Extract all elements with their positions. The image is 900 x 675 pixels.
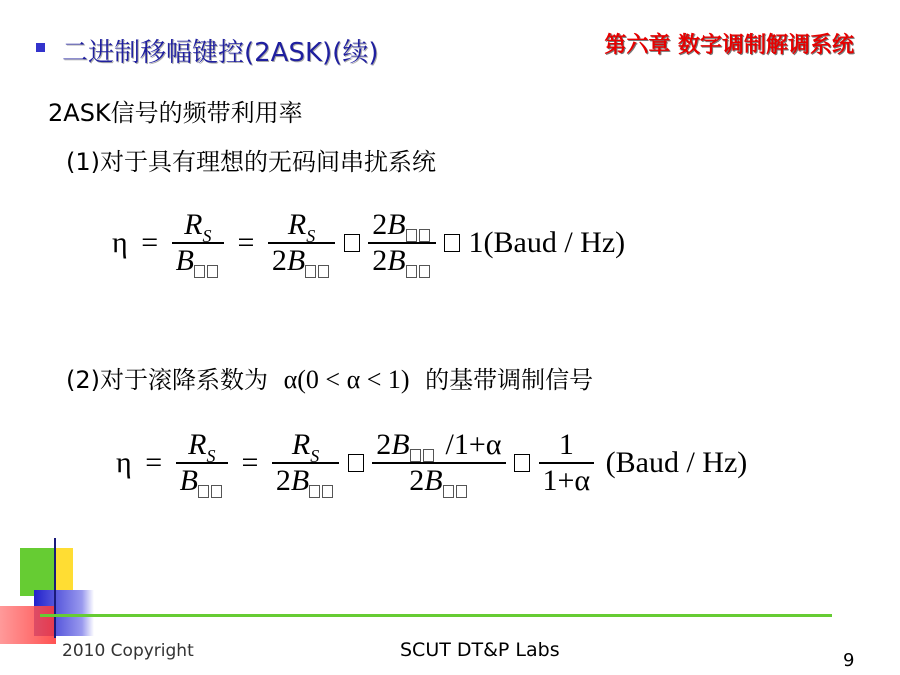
fraction-rs-over-b bbox=[176, 428, 228, 498]
item-2-prefix: (2)对于滚降系数为 bbox=[66, 366, 268, 394]
b-symbol: B bbox=[387, 208, 406, 241]
page-number: 9 bbox=[843, 650, 855, 671]
slash-one-plus-alpha: /1+α bbox=[445, 428, 502, 461]
formula-2 bbox=[116, 428, 747, 498]
equals-sign: = bbox=[237, 226, 255, 259]
two-digit: 2 bbox=[372, 208, 388, 241]
title-bullet bbox=[36, 43, 45, 52]
r-symbol: R bbox=[184, 208, 203, 241]
footer-divider bbox=[40, 614, 832, 617]
r-symbol: R bbox=[291, 428, 311, 461]
fraction-1-over-1plusalpha bbox=[539, 428, 595, 498]
lab-name: SCUT DT&P Labs bbox=[400, 639, 560, 661]
two-digit: 2 bbox=[275, 464, 291, 497]
two-digit: 2 bbox=[271, 244, 287, 277]
equals-sign: = bbox=[145, 446, 163, 479]
b-symbol: B bbox=[424, 464, 443, 497]
decor-green-block bbox=[20, 548, 54, 596]
equals-sign: = bbox=[141, 226, 159, 259]
formula-1 bbox=[112, 208, 625, 278]
equals-sign: = bbox=[241, 446, 259, 479]
chapter-label: 第六章 数字调制解调系统 bbox=[604, 33, 854, 58]
item-1-text: (1)对于具有理想的无码间串扰系统 bbox=[66, 148, 436, 176]
s-subscript: S bbox=[310, 446, 320, 466]
item-2-suffix: 的基带调制信号 bbox=[425, 366, 594, 394]
two-digit: 2 bbox=[409, 464, 425, 497]
s-subscript: S bbox=[206, 446, 216, 466]
unit-label-2: (Baud / Hz) bbox=[605, 446, 748, 479]
s-subscript: S bbox=[306, 226, 316, 246]
fraction-2b-over-1plusalpha bbox=[372, 428, 505, 498]
r-symbol: R bbox=[287, 208, 307, 241]
one-plus-alpha: 1+α bbox=[542, 464, 591, 497]
missing-glyph-box bbox=[514, 454, 530, 472]
decor-yellow-block bbox=[53, 548, 73, 596]
b-symbol: B bbox=[286, 244, 306, 277]
b-symbol: B bbox=[387, 244, 406, 277]
fraction-2b-over-2b bbox=[368, 208, 435, 278]
s-subscript: S bbox=[202, 226, 212, 246]
copyright-text: 2010 Copyright bbox=[62, 641, 194, 661]
fraction-rs-over-2b bbox=[268, 208, 335, 278]
unit-label-1: 1(Baud / Hz) bbox=[468, 226, 626, 259]
decor-red-block bbox=[0, 606, 56, 644]
alpha-condition: α(0 < α < 1) bbox=[283, 365, 410, 394]
item-2-row bbox=[66, 360, 593, 395]
b-symbol: B bbox=[175, 244, 194, 277]
b-symbol: B bbox=[391, 428, 410, 461]
eta-symbol: η bbox=[116, 446, 132, 479]
missing-glyph-box bbox=[444, 234, 460, 252]
two-digit: 2 bbox=[376, 428, 392, 461]
r-symbol: R bbox=[188, 428, 207, 461]
fraction-rs-over-b bbox=[172, 208, 224, 278]
b-symbol: B bbox=[290, 464, 310, 497]
eta-symbol: η bbox=[112, 226, 128, 259]
missing-glyph-box bbox=[348, 454, 364, 472]
decor-vertical-line bbox=[54, 538, 56, 638]
section-subtitle: 2ASK信号的频带利用率 bbox=[48, 99, 303, 127]
slide-title: 二进制移幅键控(2ASK)(续) bbox=[62, 38, 379, 68]
missing-glyph-box bbox=[344, 234, 360, 252]
b-symbol: B bbox=[179, 464, 198, 497]
one-digit: 1 bbox=[558, 428, 574, 461]
fraction-rs-over-2b bbox=[272, 428, 339, 498]
two-digit: 2 bbox=[372, 244, 388, 277]
